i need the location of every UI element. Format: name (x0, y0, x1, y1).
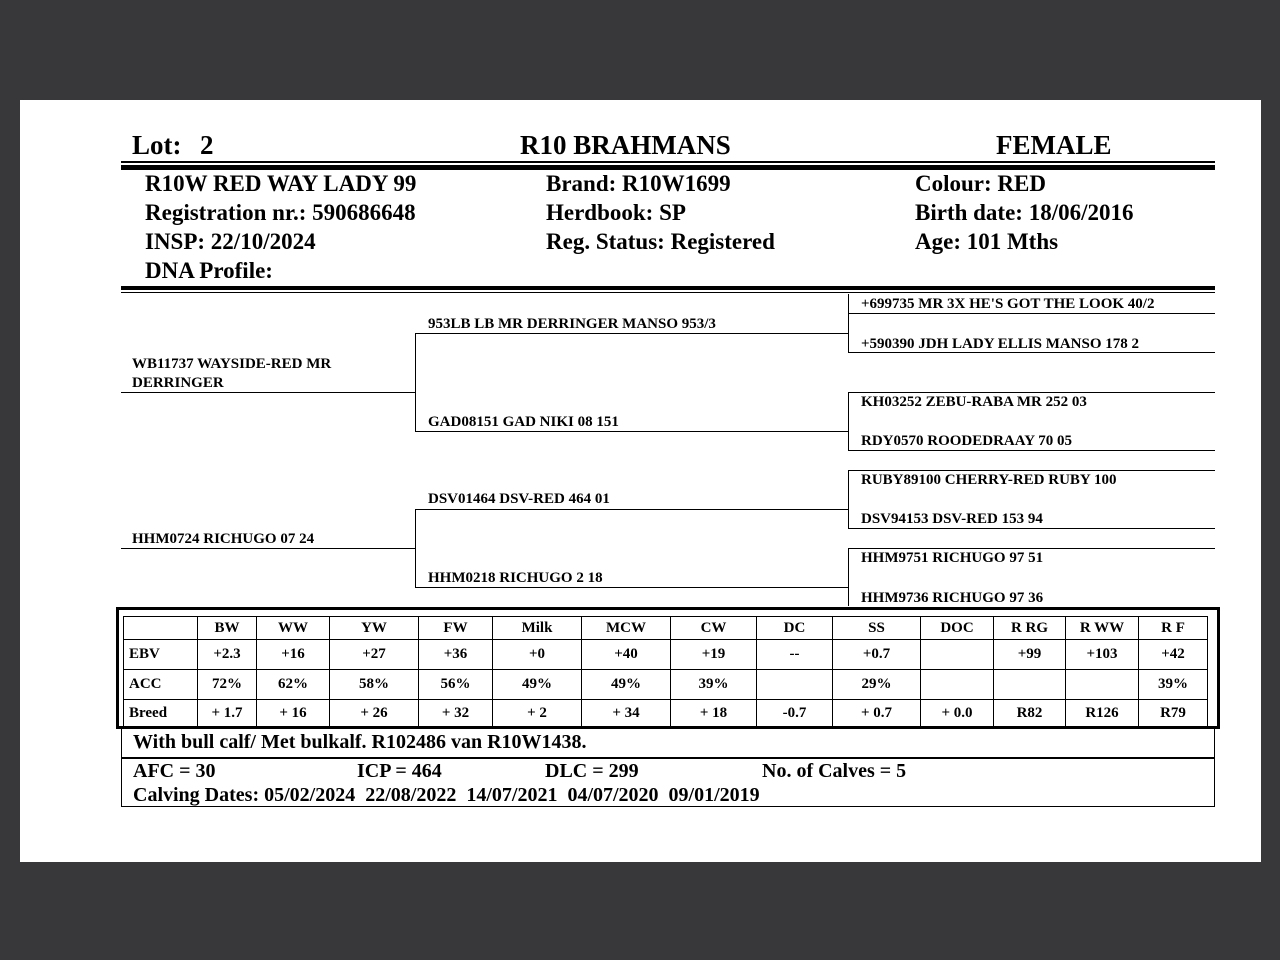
calves-stat: No. of Calves = 5 (762, 760, 907, 782)
ped-bracket-gg1 (848, 294, 849, 352)
lot-number: 2 (200, 130, 214, 160)
pedigree-gg: DSV94153 DSV-RED 153 94 (861, 511, 1043, 527)
header-rule-thick (121, 165, 1215, 170)
ped-bracket-sire (415, 333, 416, 432)
stats-box (121, 758, 1215, 807)
breed-cell: + 26 (330, 700, 419, 727)
ebv-col-header: R F (1139, 617, 1208, 640)
pedigree-dam-dam: HHM0218 RICHUGO 2 18 (428, 570, 603, 586)
ped-bracket-dam (415, 509, 416, 588)
dna-profile: DNA Profile: (145, 258, 273, 283)
ebv-row (124, 640, 1208, 670)
ebv-col-header: FW (419, 617, 493, 640)
ped-line-sd (415, 431, 849, 432)
registration-number: Registration nr.: 590686648 (145, 200, 416, 225)
ebv-cell: +19 (671, 640, 757, 670)
pedigree-gg: HHM9736 RICHUGO 97 36 (861, 590, 1044, 606)
insp-date: INSP: 22/10/2024 (145, 229, 316, 254)
acc-cell (757, 670, 833, 700)
reg-status: Reg. Status: Registered (546, 229, 775, 254)
ebv-cell: +2.3 (198, 640, 257, 670)
ebv-col-header: DOC (921, 617, 994, 640)
breed-row (124, 700, 1208, 727)
calf-note: With bull calf/ Met bulkalf. R102486 van R10W1438. (133, 731, 587, 753)
ebv-cell: +0 (493, 640, 582, 670)
pedigree-dam-sire: DSV01464 DSV-RED 464 01 (428, 491, 610, 507)
lot-label: Lot: (132, 130, 182, 160)
breed-cell: + 2 (493, 700, 582, 727)
acc-cell: 49% (582, 670, 671, 700)
ped-line-gg5 (848, 528, 1215, 529)
acc-cell: 72% (198, 670, 257, 700)
ebv-header-row (124, 617, 1208, 640)
ebv-col-header: Milk (493, 617, 582, 640)
brand: Brand: R10W1699 (546, 171, 731, 196)
afc-stat: AFC = 30 (133, 760, 216, 782)
breed-cell: + 16 (257, 700, 330, 727)
ebv-col-header (124, 617, 198, 640)
herdbook: Herdbook: SP (546, 200, 686, 225)
acc-cell: 62% (257, 670, 330, 700)
breed-cell: R126 (1066, 700, 1139, 727)
pedigree-dam: HHM0724 RICHUGO 07 24 (132, 531, 315, 547)
ebv-col-header: CW (671, 617, 757, 640)
ped-line-gg2 (848, 392, 1215, 393)
acc-cell: 29% (833, 670, 921, 700)
ped-line-ss (415, 333, 849, 334)
ebv-cell (921, 640, 994, 670)
acc-cell: 58% (330, 670, 419, 700)
ped-line-gg4 (848, 470, 1215, 471)
ebv-col-header: SS (833, 617, 921, 640)
icp-stat: ICP = 464 (357, 760, 442, 782)
ebv-col-header: BW (198, 617, 257, 640)
acc-cell: 56% (419, 670, 493, 700)
breed-cell: R82 (994, 700, 1066, 727)
pedigree-gg: KH03252 ZEBU-RABA MR 252 03 (861, 394, 1087, 410)
breed-cell: + 32 (419, 700, 493, 727)
ped-line-dd (415, 587, 849, 588)
row-label: EBV (124, 640, 198, 670)
note-box (121, 729, 1215, 758)
ebv-cell: +99 (994, 640, 1066, 670)
ebv-cell: +36 (419, 640, 493, 670)
ped-bracket-gg4 (848, 548, 849, 606)
sex-label: FEMALE (996, 130, 1112, 160)
pedigree-sire-sire: 953LB LB MR DERRINGER MANSO 953/3 (428, 316, 716, 332)
ebv-cell: +0.7 (833, 640, 921, 670)
ebv-cell: +42 (1139, 640, 1208, 670)
ebv-cell: +16 (257, 640, 330, 670)
row-label: Breed (124, 700, 198, 727)
breed-cell: + 1.7 (198, 700, 257, 727)
pedigree-gg: HHM9751 RICHUGO 97 51 (861, 550, 1044, 566)
info-rule-thin (121, 292, 1215, 293)
ebv-col-header: R WW (1066, 617, 1139, 640)
ebv-cell: +103 (1066, 640, 1139, 670)
ebv-table (123, 616, 1208, 727)
ped-line-gg0 (848, 313, 1215, 314)
breed-cell: -0.7 (757, 700, 833, 727)
birth-date: Birth date: 18/06/2016 (915, 200, 1134, 225)
acc-cell: 39% (1139, 670, 1208, 700)
breed-cell: + 0.7 (833, 700, 921, 727)
acc-cell (921, 670, 994, 700)
pedigree-gg: RUBY89100 CHERRY-RED RUBY 100 (861, 472, 1117, 488)
dlc-stat: DLC = 299 (545, 760, 639, 782)
ped-bracket-gg3 (848, 470, 849, 528)
ebv-table-frame (116, 607, 1220, 729)
ped-line-ds (415, 509, 849, 510)
ebv-cell: +40 (582, 640, 671, 670)
breeder-title: R10 BRAHMANS (520, 130, 731, 160)
acc-row (124, 670, 1208, 700)
ebv-col-header: YW (330, 617, 419, 640)
acc-cell (994, 670, 1066, 700)
animal-name: R10W RED WAY LADY 99 (145, 171, 417, 196)
breed-cell: + 0.0 (921, 700, 994, 727)
acc-cell: 49% (493, 670, 582, 700)
ebv-cell: +27 (330, 640, 419, 670)
row-label: ACC (124, 670, 198, 700)
ped-line-gg6 (848, 548, 1215, 549)
pedigree-gg: +590390 JDH LADY ELLIS MANSO 178 2 (861, 336, 1140, 352)
pedigree-gg: +699735 MR 3X HE'S GOT THE LOOK 40/2 (861, 296, 1155, 312)
ebv-col-header: DC (757, 617, 833, 640)
ped-line-gg3 (848, 450, 1215, 451)
calving-dates: Calving Dates: 05/02/2024 22/08/2022 14/07/2021 04/07/2020 09/01/2019 (133, 784, 760, 806)
colour: Colour: RED (915, 171, 1046, 196)
breed-cell: + 34 (582, 700, 671, 727)
pedigree-gg: RDY0570 ROODEDRAAY 70 05 (861, 433, 1072, 449)
info-rule-thick (121, 286, 1215, 290)
breed-cell: + 18 (671, 700, 757, 727)
acc-cell (1066, 670, 1139, 700)
age: Age: 101 Mths (915, 229, 1059, 254)
pedigree-sire: WB11737 WAYSIDE-RED MR DERRINGER (132, 356, 332, 391)
ebv-col-header: R RG (994, 617, 1066, 640)
acc-cell: 39% (671, 670, 757, 700)
ebv-col-header: MCW (582, 617, 671, 640)
ebv-cell: -- (757, 640, 833, 670)
header-rule-thin (121, 161, 1215, 163)
pedigree-sire-dam: GAD08151 GAD NIKI 08 151 (428, 414, 619, 430)
ebv-col-header: WW (257, 617, 330, 640)
breed-cell: R79 (1139, 700, 1208, 727)
ped-bracket-gg2 (848, 392, 849, 450)
ped-line-dam (121, 548, 416, 549)
